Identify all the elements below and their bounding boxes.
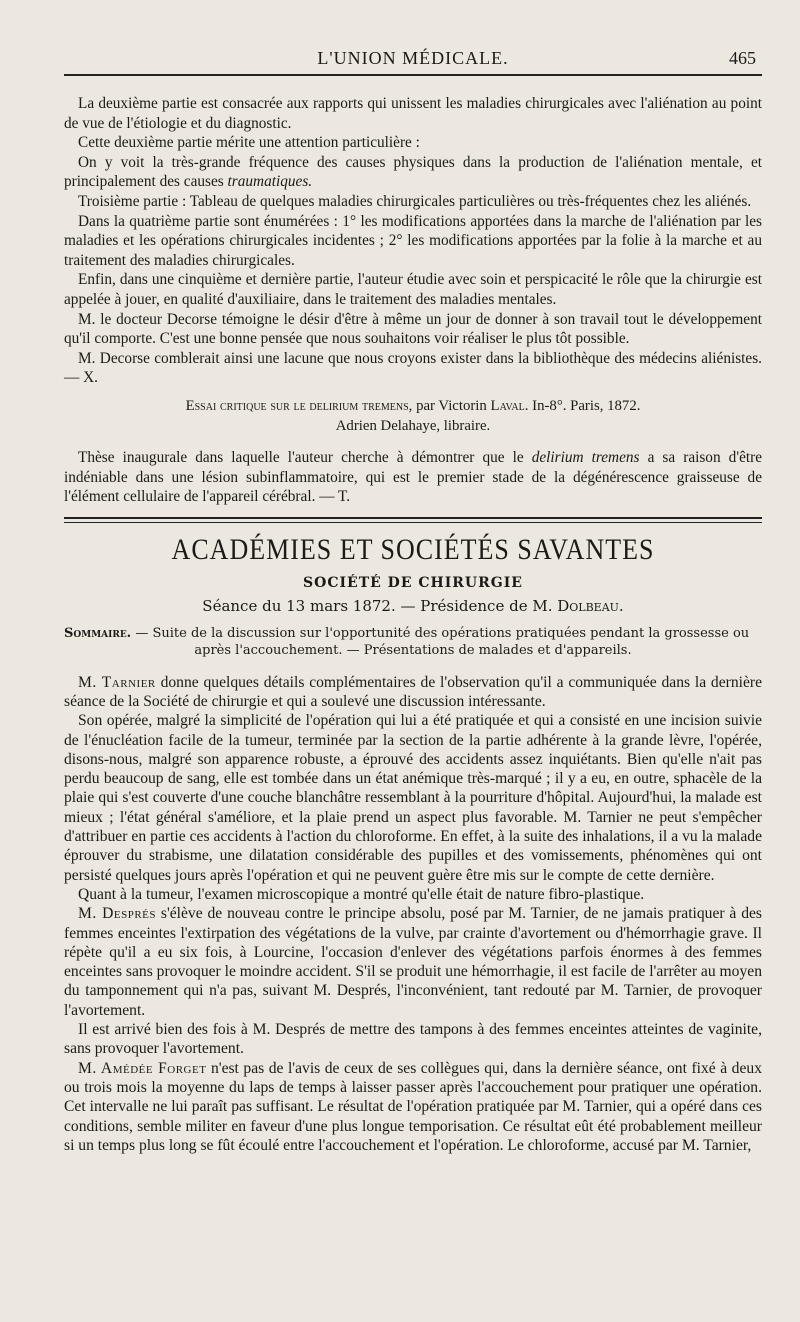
book-title: Essai critique sur le delirium tremens [185, 397, 409, 414]
paragraph [64, 1059, 762, 1155]
session-line [64, 597, 762, 615]
paragraph [64, 349, 762, 388]
paragraph [64, 673, 762, 712]
summary-line: — Suite de la discussion sur l'opportunité des opérations pratiquées pendant la grossesse ou [131, 625, 750, 641]
section-divider [64, 517, 762, 523]
text-run: , par Victorin [408, 397, 491, 414]
author-name: Laval [490, 397, 525, 414]
journal-title: L'UNION MÉDICALE. [317, 48, 509, 68]
speaker-name: M. Després [78, 905, 157, 923]
paragraph: Cette deuxième partie mérite une attention particulière : [78, 134, 420, 152]
paragraph: La deuxième partie est consacrée aux rapports qui unissent les maladies chirurgicales avec l'aliénation au point de vue de l'étiologie et du diagnostic. [64, 95, 762, 132]
text-run: a sa raison d'être indéniable dans une lésion subinflammatoire, qui est le premier stade de la dégénérescence graisseuse de l'élément cellulaire de l'appareil cérébral. [64, 448, 762, 506]
paragraph [64, 448, 762, 507]
book-citation [64, 396, 762, 436]
emphasis: delirium tremens [531, 448, 640, 466]
text-run: n'est pas de l'avis de ceux de ses collègues qui, dans la dernière séance, ont fixé à deux ou trois mois la moyenne du laps de temps à laisser passer après l'accouchement pour pratiquer une opération. Cet intervalle ne lui paraît pas suffisant. Le résultat de l'opération pratiquée par M. Tarnier, qui a opéré dans ces conditions, semble militer en faveur d'une plus longue temporisation. Ce résultat eût été probablement meilleur si un temps plus long se fût écoulé entre l'accouchement et l'opération. Le chloroforme, accusé par M. Tarnier, [64, 1059, 762, 1154]
text-run: s'élève de nouveau contre le principe absolu, posé par M. Tarnier, de ne jamais pratiquer à des femmes enceintes l'extirpation des végétations de la vulve, par crainte d'avortement ou d'hémorrhagie grave. Il répète qu'il a eu six fois, à Lourcine, l'occasion d'enlever des végétations parfois énormes à des femmes enceintes sans provoquer le moindre accident. S'il se produit une hémorrhagie, il est facile de l'arrêter au moyen du tamponnement qui n'a pas, suivant M. Després, l'inconvénient, tant redouté par M. Tarnier, de provoquer l'avortement. [64, 905, 762, 1019]
text-run: Séance du 13 mars 1872. — Présidence de M. [202, 596, 558, 615]
summary [64, 625, 762, 659]
paragraph: Son opérée, malgré la simplicité de l'opération qui lui a été pratiquée et qui a consisté en une incision suivie de l'énucléation facile de la tumeur, terminée par la section de la partie adhérente à la grande lèvre, l'opérée, disons-nous, malgré son apparence robuste, a éprouvé des accidents assez inquiétants. Bien qu'elle n'ait pas perdu beaucoup de sang, elle est tombée dans un état anémique très-marqué ; il y a eu, en outre, sphacèle de la plaie qui s'est couverte d'une couche blanchâtre ressemblant à la pourriture d'hôpital. Aujourd'hui, la malade est mieux ; l'état général s'améliore, et la plaie prend un aspect plus favorable. M. Tarnier ne peut s'empêcher d'attribuer en partie ces accidents à l'action du chloroforme. En effet, à la suite des inhalations, il a vu la malade éprouver du strabisme, une dilatation considérable des pupilles et des vomissements, phénomènes qui ont persisté quelques jours après l'opération et qui ne peuvent guère être mis sur le compte de cette dernière. [64, 712, 762, 884]
text-run: . In-8°. Paris, 1872. [524, 397, 641, 414]
emphasis: traumatiques. [227, 173, 313, 191]
text-run: On y voit la très-grande fréquence des causes physiques dans la production de l'aliénation mentale, et principalement des causes [64, 153, 762, 191]
speaker-name: M. Tarnier [78, 673, 156, 691]
president-name: Dolbeau [557, 596, 619, 615]
book-review-1 [64, 94, 762, 507]
section-title: ACADÉMIES ET SOCIÉTÉS SAVANTES [171, 532, 655, 566]
running-header [64, 40, 762, 76]
text-run: Thèse inaugurale dans laquelle l'auteur cherche à démontrer que le [78, 448, 532, 466]
paragraph: Quant à la tumeur, l'examen microscopique a montré qu'elle était de nature fibro-plastique. [78, 885, 645, 903]
paragraph: Dans la quatrième partie sont énumérées : 1° les modifications apportées dans la marche de l'aliénation par les maladies et les opérations chirurgicales incidentes ; 2° les modifications apportées par la folie à la marche et au traitement des maladies chirurgicales. [64, 212, 762, 269]
paragraph [64, 153, 762, 192]
text-run: donne quelques détails complémentaires de l'observation qu'il a communiquée dans la dernière séance de la Société de chirurgie et qui a soulevé une discussion intéressante. [64, 673, 762, 710]
paragraph [64, 904, 762, 1020]
subsection-title: SOCIÉTÉ DE CHIRURGIE [303, 574, 523, 591]
discussion [64, 673, 762, 1155]
signature: — X. [64, 369, 98, 387]
paragraph: Enfin, dans une cinquième et dernière partie, l'auteur étudie avec soin et perspicacité le rôle que la chirurgie est appelée à jouer, en qualité d'auxiliaire, dans le traitement des maladies mentales. [64, 271, 762, 308]
text-run: M. Decorse comblerait ainsi une lacune que nous croyons exister dans la bibliothèque des médecins aliénistes. [78, 349, 762, 367]
text-run: . [618, 596, 624, 615]
paragraph: M. le docteur Decorse témoigne le désir d'être à même un jour de donner à son travail tout le développement qu'il comporte. C'est une bonne pensée que nous souhaitons voir réaliser le plus tôt possible. [64, 310, 762, 348]
summary-line: après l'accouchement. — Présentations de malades et d'appareils. [194, 642, 632, 658]
speaker-name: M. Amédée Forget [78, 1059, 207, 1077]
paragraph: Troisième partie : Tableau de quelques maladies chirurgicales particulières ou très-fréquentes chez les aliénés. [78, 192, 752, 210]
signature: — T. [315, 488, 351, 506]
publisher: Adrien Delahaye, libraire. [335, 417, 491, 434]
page-number: 465 [729, 48, 756, 68]
summary-label: Sommaire. [64, 625, 132, 641]
paragraph: Il est arrivé bien des fois à M. Després de mettre des tampons à des femmes enceintes atteintes de vaginite, sans provoquer l'avortement. [64, 1021, 762, 1058]
